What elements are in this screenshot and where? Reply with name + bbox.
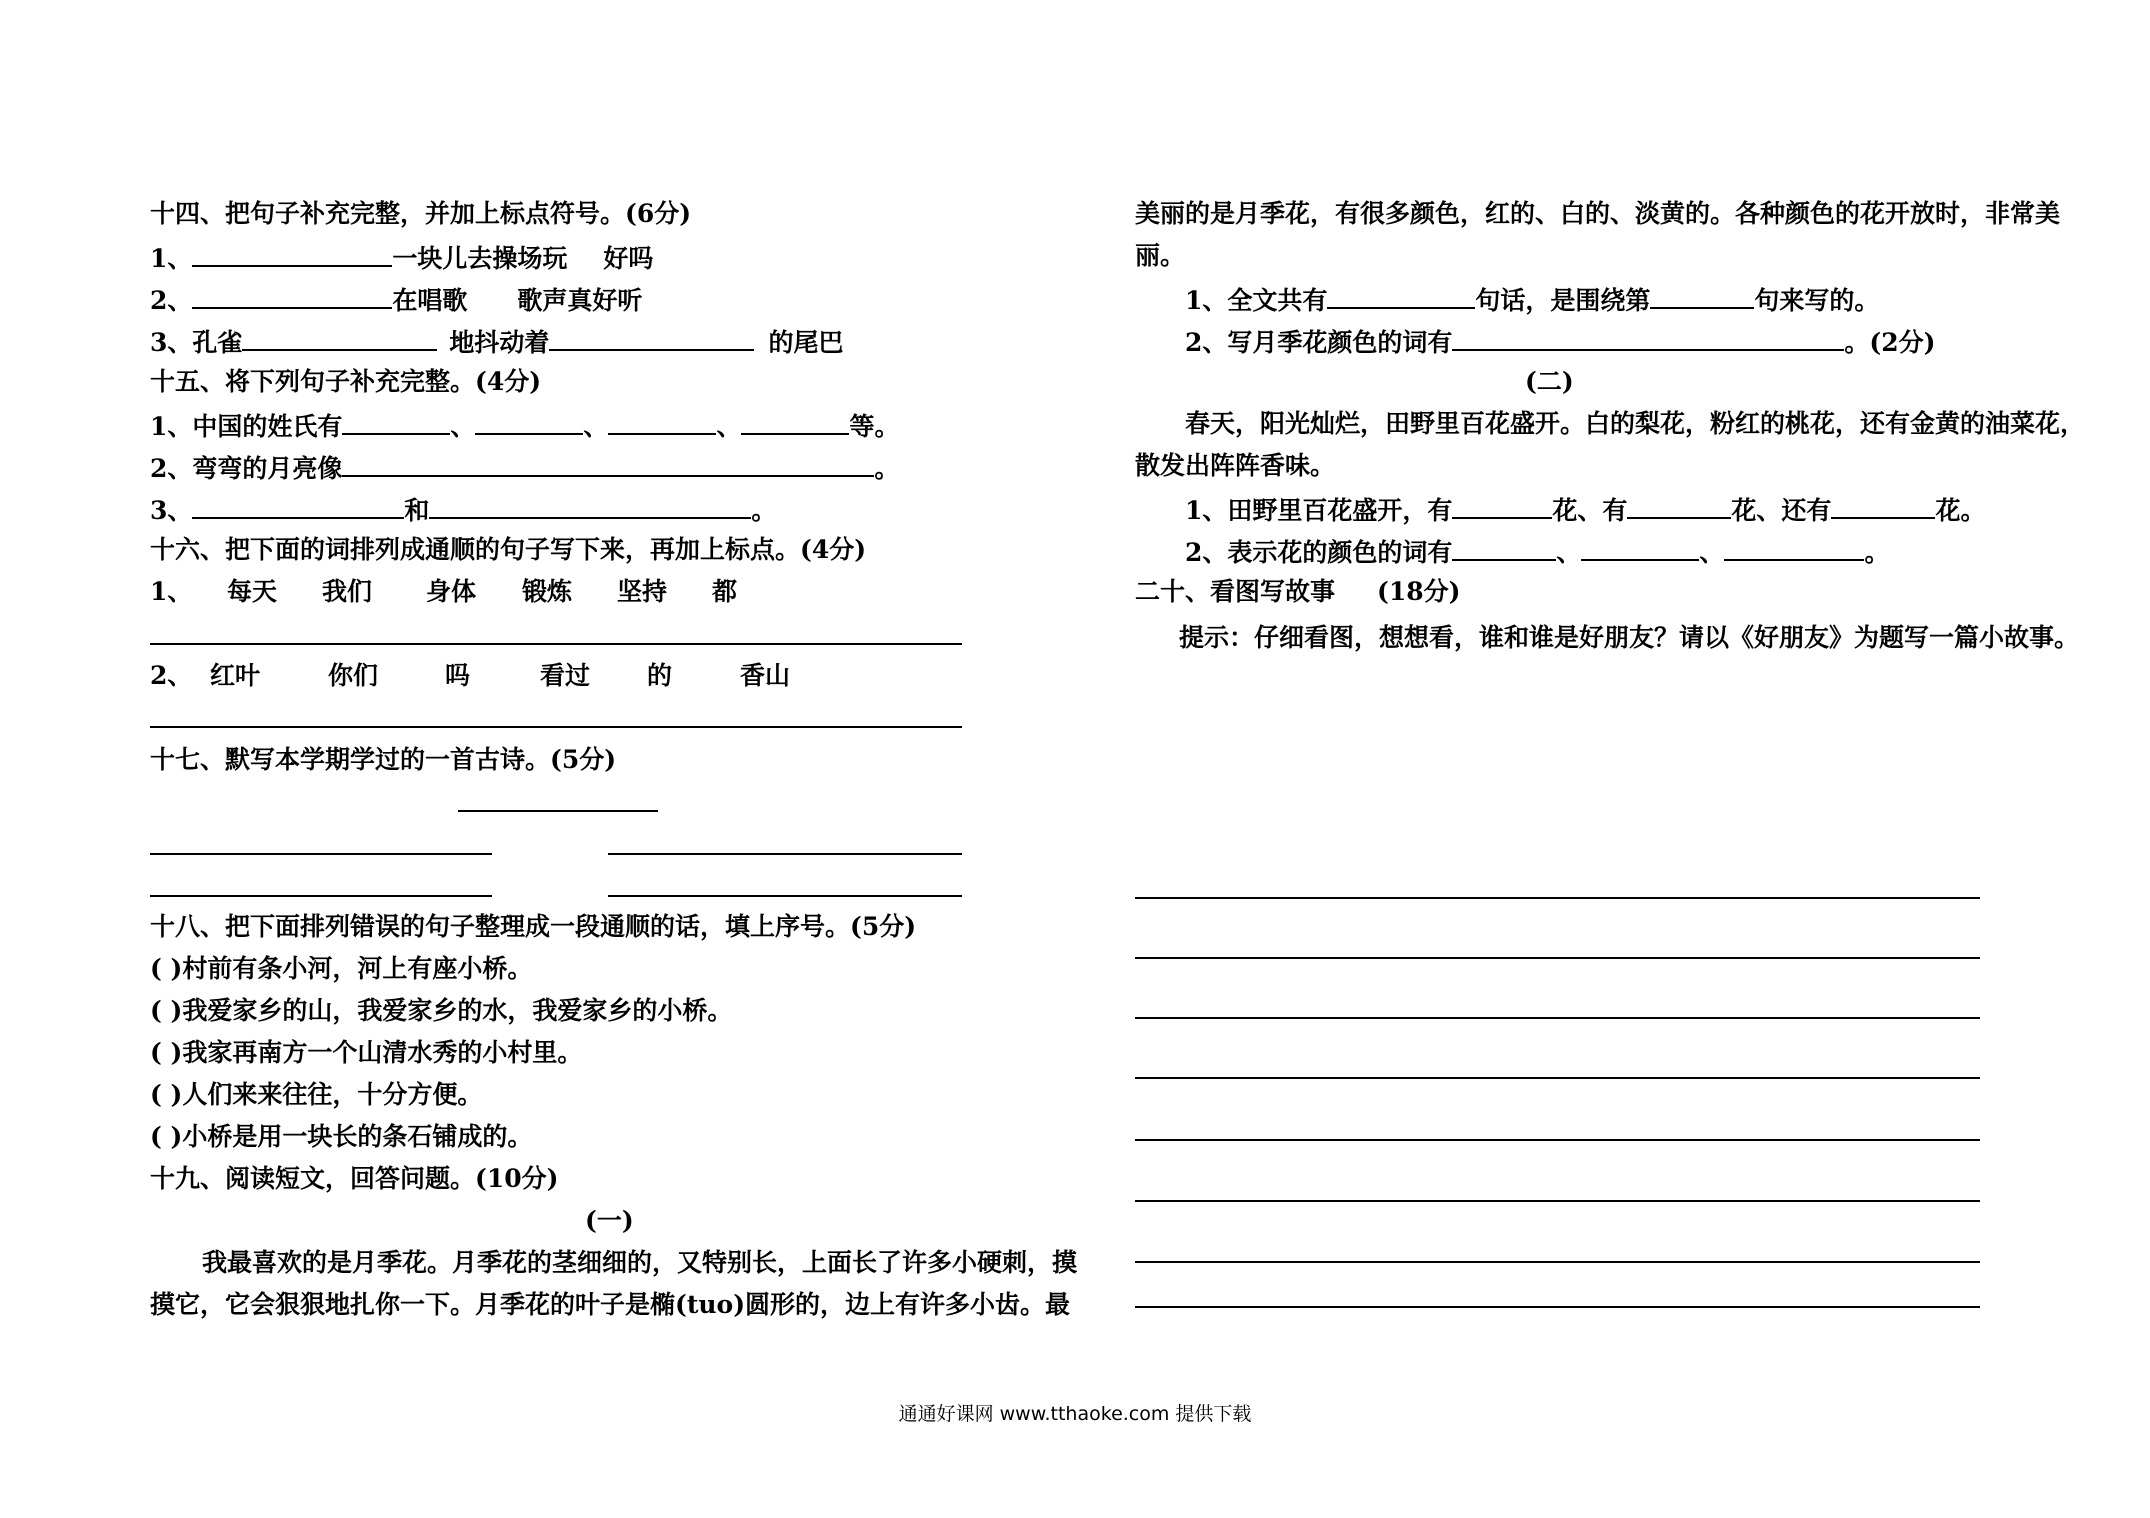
item-text: 等。 xyxy=(849,412,900,441)
story-line[interactable] xyxy=(1135,1017,1980,1019)
answer-blank[interactable] xyxy=(342,409,450,435)
passage-1-line-4: 丽。 xyxy=(1135,241,1186,270)
word: 你们 xyxy=(328,661,379,690)
q14-title: 十四、把句子补充完整，并加上标点符号。(6分) xyxy=(150,199,692,228)
item-text: 在唱歌 xyxy=(392,286,468,315)
item-text: 花、还有 xyxy=(1731,496,1832,525)
item-text: 好吗 xyxy=(603,244,654,273)
item-text: 句来写的。 xyxy=(1754,286,1880,315)
word: 香山 xyxy=(740,661,791,690)
answer-blank[interactable] xyxy=(1327,283,1475,309)
story-line[interactable] xyxy=(1135,897,1980,899)
q20-hint: 提示：仔细看图，想想看，谁和谁是好朋友？请以《好朋友》为题写一篇小故事。 xyxy=(1179,623,2080,652)
answer-blank[interactable] xyxy=(192,493,404,519)
poem-line[interactable] xyxy=(150,853,492,855)
q18-title: 十八、把下面排列错误的句子整理成一段通顺的话，填上序号。(5分) xyxy=(150,912,917,941)
separator: 、 xyxy=(716,412,742,441)
word: 锻炼 xyxy=(522,577,573,606)
poem-line[interactable] xyxy=(150,895,492,897)
poem-line[interactable] xyxy=(608,895,962,897)
item-text: 1、全文共有 xyxy=(1185,286,1328,315)
passage-2-line-2: 散发出阵阵香味。 xyxy=(1135,451,1336,480)
q16-title: 十六、把下面的词排列成通顺的句子写下来，再加上标点。(4分) xyxy=(150,535,867,564)
word: 吗 xyxy=(445,661,471,690)
answer-line[interactable] xyxy=(150,643,962,645)
story-line[interactable] xyxy=(1135,1139,1980,1141)
answer-blank[interactable] xyxy=(192,241,392,267)
item-number: 1、 xyxy=(150,577,193,606)
item-number: 3、 xyxy=(150,328,193,357)
item-text: 1、田野里百花盛开，有 xyxy=(1185,496,1453,525)
q19-subtitle-2: (二) xyxy=(1525,367,1574,396)
q19-subtitle-1: (一) xyxy=(585,1206,634,1235)
q15-item-1 xyxy=(150,409,899,441)
q18-item[interactable]: ( )人们来来往往，十分方便。 xyxy=(150,1080,483,1109)
item-number: 2、 xyxy=(150,286,193,315)
q15-item-2 xyxy=(150,451,899,483)
item-text: 地抖动着 xyxy=(449,328,550,357)
answer-blank[interactable] xyxy=(1831,493,1935,519)
q14-item-2 xyxy=(150,283,642,315)
answer-blank[interactable] xyxy=(549,325,754,351)
q17-title: 十七、默写本学期学过的一首古诗。(5分) xyxy=(150,745,617,774)
item-number: 2、 xyxy=(150,661,193,690)
word: 的 xyxy=(647,661,673,690)
q18-item[interactable]: ( )我爱家乡的山，我爱家乡的水，我爱家乡的小桥。 xyxy=(150,996,733,1025)
item-text: 花、有 xyxy=(1552,496,1628,525)
item-text: 2、写月季花颜色的词有 xyxy=(1185,328,1453,357)
story-line[interactable] xyxy=(1135,1261,1980,1263)
item-text: 花。 xyxy=(1935,496,1986,525)
story-line[interactable] xyxy=(1135,1200,1980,1202)
item-text: 句话，是围绕第 xyxy=(1475,286,1651,315)
q19-title: 十九、阅读短文，回答问题。(10分) xyxy=(150,1164,559,1193)
item-text: 2、表示花的颜色的词有 xyxy=(1185,538,1453,567)
passage-2-question-1 xyxy=(1185,493,1985,525)
answer-blank[interactable] xyxy=(429,493,751,519)
item-text: 孔雀 xyxy=(192,328,243,357)
story-line[interactable] xyxy=(1135,957,1980,959)
q20-score: (18分) xyxy=(1377,577,1461,606)
item-text: 。 xyxy=(1864,538,1890,567)
item-text: 和 xyxy=(404,496,430,525)
passage-1-question-2 xyxy=(1185,325,1935,357)
item-text: 歌声真好听 xyxy=(517,286,643,315)
q18-item[interactable]: ( )我家再南方一个山清水秀的小村里。 xyxy=(150,1038,583,1067)
story-line[interactable] xyxy=(1135,1306,1980,1308)
word: 都 xyxy=(712,577,738,606)
q18-item[interactable]: ( )村前有条小河，河上有座小桥。 xyxy=(150,954,533,983)
answer-blank[interactable] xyxy=(1650,283,1754,309)
passage-1-line-2: 摸它，它会狠狠地扎你一下。月季花的叶子是椭(tuo)圆形的，边上有许多小齿。最 xyxy=(150,1290,1071,1319)
separator: 、 xyxy=(1556,538,1582,567)
item-text: 2、弯弯的月亮像 xyxy=(150,454,343,483)
item-text: 一块儿去操场玩 xyxy=(392,244,568,273)
q15-title: 十五、将下列句子补充完整。(4分) xyxy=(150,367,542,396)
q14-item-3 xyxy=(150,325,843,357)
item-text: 的尾巴 xyxy=(768,328,844,357)
item-text: 1、中国的姓氏有 xyxy=(150,412,343,441)
answer-blank[interactable] xyxy=(1724,535,1864,561)
separator: 、 xyxy=(1699,538,1725,567)
passage-1-line-3: 美丽的是月季花，有很多颜色，红的、白的、淡黄的。各种颜色的花开放时，非常美 xyxy=(1135,199,2061,228)
answer-blank[interactable] xyxy=(475,409,583,435)
passage-1-question-1 xyxy=(1185,283,1879,315)
passage-2-question-2 xyxy=(1185,535,1889,567)
answer-blank[interactable] xyxy=(1452,325,1844,351)
poem-line[interactable] xyxy=(608,853,962,855)
passage-2-line-1: 春天，阳光灿烂，田野里百花盛开。白的梨花，粉红的桃花，还有金黄的油菜花， xyxy=(1185,409,2086,438)
q15-item-3 xyxy=(150,493,776,525)
answer-blank[interactable] xyxy=(192,283,392,309)
separator: 、 xyxy=(450,412,476,441)
item-text: 。 xyxy=(751,496,777,525)
answer-blank[interactable] xyxy=(741,409,849,435)
word: 我们 xyxy=(322,577,373,606)
q20-title: 二十、看图写故事 xyxy=(1135,577,1336,606)
word: 红叶 xyxy=(210,661,261,690)
word: 身体 xyxy=(426,577,477,606)
item-text: 。(2分) xyxy=(1844,328,1936,357)
answer-line[interactable] xyxy=(150,726,962,728)
separator: 、 xyxy=(583,412,609,441)
word: 坚持 xyxy=(617,577,668,606)
story-line[interactable] xyxy=(1135,1077,1980,1079)
q20-title-row xyxy=(1135,577,1460,609)
footer-watermark: 通通好课网 www.tthaoke.com 提供下载 xyxy=(898,1403,1252,1425)
answer-blank[interactable] xyxy=(608,409,716,435)
item-text: 。 xyxy=(874,454,900,483)
item-number: 1、 xyxy=(150,244,193,273)
answer-blank[interactable] xyxy=(342,451,874,477)
word: 看过 xyxy=(540,661,591,690)
answer-blank[interactable] xyxy=(1627,493,1731,519)
q18-item[interactable]: ( )小桥是用一块长的条石铺成的。 xyxy=(150,1122,533,1151)
answer-blank[interactable] xyxy=(1581,535,1699,561)
poem-title-line[interactable] xyxy=(458,810,658,812)
passage-1-line-1: 我最喜欢的是月季花。月季花的茎细细的，又特别长，上面长了许多小硬刺，摸 xyxy=(202,1248,1078,1277)
answer-blank[interactable] xyxy=(1452,493,1552,519)
item-number: 3、 xyxy=(150,496,193,525)
q14-item-1 xyxy=(150,241,653,273)
word: 每天 xyxy=(227,577,278,606)
answer-blank[interactable] xyxy=(242,325,437,351)
answer-blank[interactable] xyxy=(1452,535,1556,561)
